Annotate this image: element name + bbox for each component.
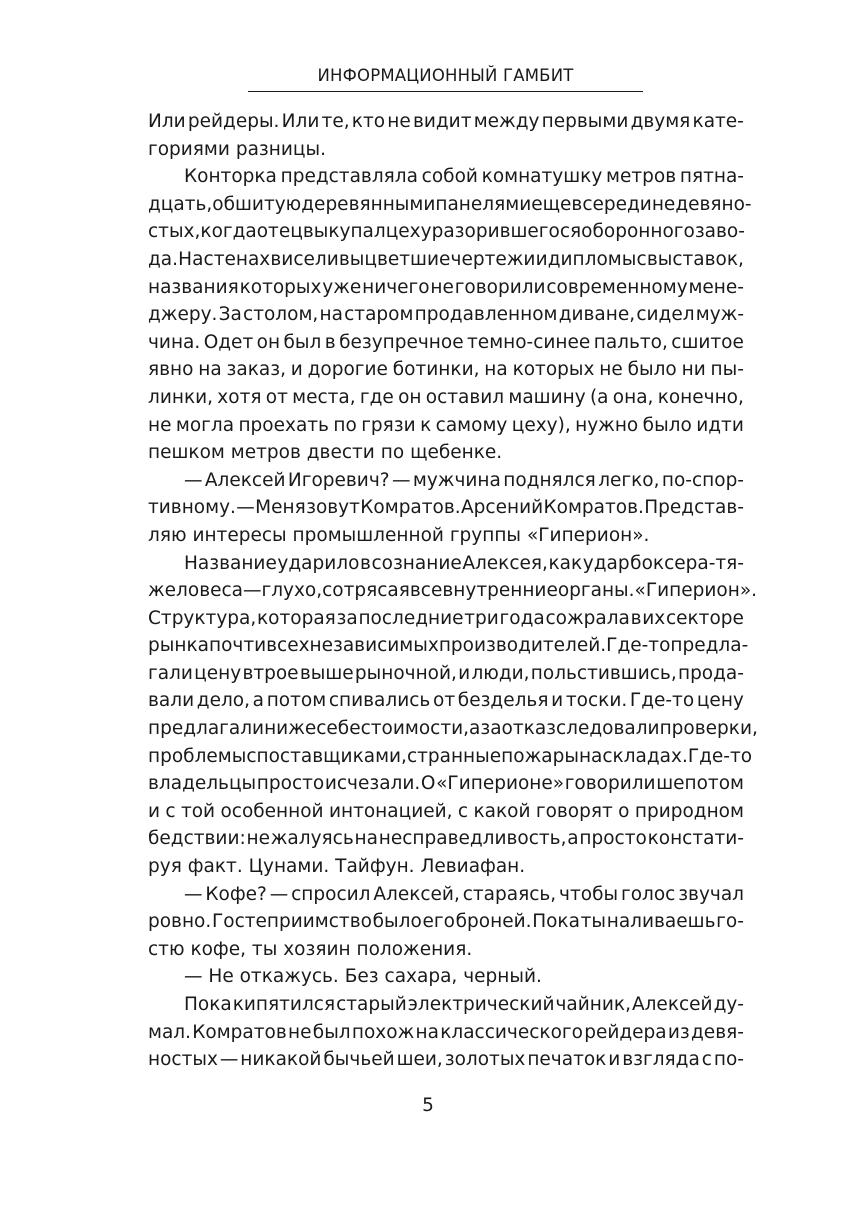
body-text — [148, 108, 758, 1074]
text-line: гали цену втрое выше рыночной, и люди, польстившись, прода- — [148, 662, 744, 684]
text-line: проблемы с поставщиками, странные пожары на складах. Где-то — [148, 745, 753, 767]
text-line: не могла проехать по грязи к самому цеху), нужно было идти — [148, 414, 744, 436]
text-line: явно на заказ, и дорогие ботинки, на которых не было ни пы- — [148, 359, 744, 381]
text-line: ностых — никакой бычьей шеи, золотых печаток и взгляда с по- — [148, 1049, 744, 1071]
text-line: да. На стенах висели выцветшие чертежи и дипломы с выставок, — [148, 248, 744, 270]
text-line: тивному. — Меня зовут Комратов. Арсений Комратов. Представ- — [148, 497, 744, 519]
text-line: — Не откажусь. Без сахара, черный. — [184, 966, 542, 988]
text-line: ровно. Гостеприимство было его броней. Пока ты наливаешь го- — [148, 911, 744, 933]
text-line: ляю интересы промышленной группы «Гиперион». — [148, 524, 650, 546]
text-line: владельцы просто исчезали. О «Гиперионе» говорили шепотом — [148, 773, 744, 795]
text-line: гориями разницы. — [148, 138, 326, 160]
text-line: стю кофе, ты хозяин положения. — [148, 938, 473, 960]
text-line: предлагали ниже себестоимости, а за отказ следовали проверки, — [148, 718, 758, 740]
text-line: Или рейдеры. Или те, кто не видит между первыми двумя кате- — [148, 111, 744, 132]
header-rule — [248, 91, 643, 92]
text-line: Конторка представляла собой комнатушку метров пятна- — [184, 166, 744, 188]
text-line: Название ударило в сознание Алексея, как удар боксера-тя- — [184, 552, 744, 574]
text-line: джеру. За столом, на старом продавленном диване, сидел муж- — [148, 304, 744, 326]
text-line: пешком метров двести по щебенке. — [148, 442, 503, 464]
text-line: линки, хотя от места, где он оставил машину (а она, конечно, — [148, 386, 744, 408]
text-line: дцать, обшитую деревянными панелями еще в середине девяно- — [148, 193, 752, 215]
text-line: чина. Одет он был в безупречное темно-синее пальто, сшитое — [148, 331, 744, 353]
text-line: желовеса — глухо, сотрясая все внутренние органы. «Гиперион». — [148, 580, 758, 602]
text-line: бедствии: не жалуясь на несправедливость, а просто констати- — [148, 828, 744, 850]
text-line: рынка почти всех независимых производителей. Где-то предла- — [148, 635, 749, 657]
text-line: вали дело, а потом спивались от безделья и тоски. Где-то цену — [148, 690, 744, 712]
running-header: ИНФОРМАЦИОННЫЙ ГАМБИТ — [317, 66, 574, 85]
text-line: Структура, которая за последние три года сожрала в их секторе — [148, 607, 744, 629]
text-line: мал. Комратов не был похож на классического рейдера из девя- — [148, 1021, 744, 1043]
text-line: — Кофе? — спросил Алексей, стараясь, чтобы голос звучал — [184, 883, 744, 905]
text-line: — Алексей Игоревич? — мужчина поднялся легко, по-спор- — [184, 469, 744, 491]
text-line: руя факт. Цунами. Тайфун. Левиафан. — [148, 856, 526, 878]
text-line: названия которых уже ничего не говорили современному мене- — [148, 276, 744, 298]
page-number: 5 — [422, 1095, 434, 1116]
text-line: стых, когда отец выкупал цех у разорившегося оборонного заво- — [148, 221, 745, 243]
text-line: Пока кипятился старый электрический чайник, Алексей ду- — [184, 994, 744, 1015]
text-line: и с той особенной интонацией, с какой говорят о природном — [148, 800, 744, 822]
